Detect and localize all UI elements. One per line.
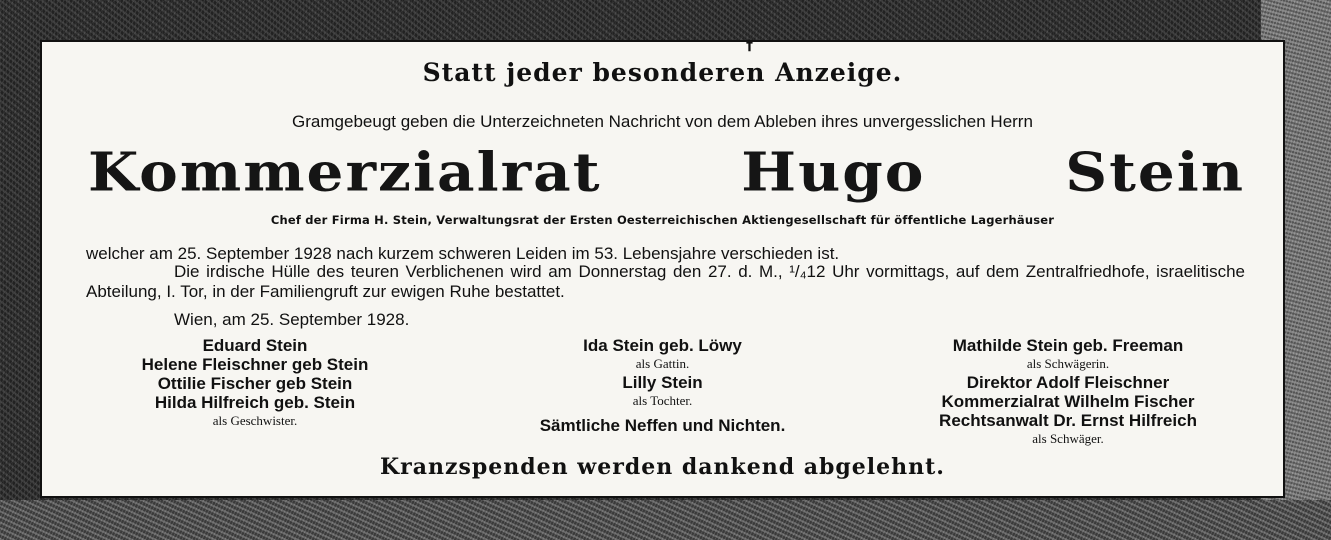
cross-symbol: † bbox=[746, 38, 753, 54]
signatory-name: Hilda Hilfreich geb. Stein bbox=[154, 393, 356, 412]
signatories-siblings bbox=[100, 336, 410, 430]
signatory-name: Ottilie Fischer geb Stein bbox=[157, 374, 353, 393]
deceased-last-name: Stein bbox=[1065, 140, 1245, 204]
intro-text: Gramgebeugt geben die Unterzeichneten Nachricht von dem Ableben ihres unvergesslichen Herrn bbox=[292, 112, 1033, 131]
deceased-first-name: Hugo bbox=[741, 140, 926, 204]
headline: Statt jeder besonderen Anzeige. bbox=[422, 58, 903, 87]
death-announcement: welcher am 25. September 1928 nach kurzem schweren Leiden im 53. Lebensjahre verschieden ist. bbox=[86, 244, 840, 263]
deceased-name bbox=[88, 140, 1245, 204]
funeral-details: Die irdische Hülle des teuren Verblichenen wird am Donnerstag den 27. d. M., ¹/₄12 Uhr vormittags, auf dem Zentralfriedhofe, israelitische Abteilung, I. Tor, in der Familiengruft zur ewigen Ruhe bestattet. bbox=[86, 262, 1245, 301]
signatory-name: Direktor Adolf Fleischner bbox=[966, 373, 1170, 392]
signatories-in-laws bbox=[888, 336, 1248, 448]
relation-label: als Geschwister. bbox=[212, 413, 298, 428]
relation-label: als Schwäger. bbox=[1032, 431, 1104, 446]
signatory-name: Mathilde Stein geb. Freeman bbox=[952, 336, 1184, 355]
relation-label: als Schwägerin. bbox=[1026, 356, 1110, 371]
signatory-name: Eduard Stein bbox=[202, 336, 308, 355]
relation-label: als Gattin. bbox=[635, 356, 690, 371]
place-date: Wien, am 25. September 1928. bbox=[174, 310, 410, 329]
obituary-notice bbox=[40, 40, 1285, 498]
relation-label: als Tochter. bbox=[632, 393, 693, 408]
signatory-name: Ida Stein geb. Löwy bbox=[583, 336, 742, 355]
signatory-name: Sämtliche Neffen und Nichten. bbox=[539, 416, 786, 435]
signatory-name: Helene Fleischner geb Stein bbox=[141, 355, 369, 374]
signatory-name: Lilly Stein bbox=[622, 373, 703, 392]
deceased-title: Kommerzialrat bbox=[88, 140, 602, 204]
deceased-positions: Chef der Firma H. Stein, Verwaltungsrat der Ersten Oesterreichischen Aktiengesellschaft für öffentliche Lagerhäuser bbox=[270, 213, 1055, 227]
signatory-name: Rechtsanwalt Dr. Ernst Hilfreich bbox=[939, 411, 1197, 430]
closing-note: Kranzspenden werden dankend abgelehnt. bbox=[380, 454, 945, 480]
signatories-family bbox=[495, 336, 830, 435]
signatory-name: Kommerzialrat Wilhelm Fischer bbox=[941, 392, 1195, 411]
scan-edge-bottom bbox=[0, 500, 1331, 540]
